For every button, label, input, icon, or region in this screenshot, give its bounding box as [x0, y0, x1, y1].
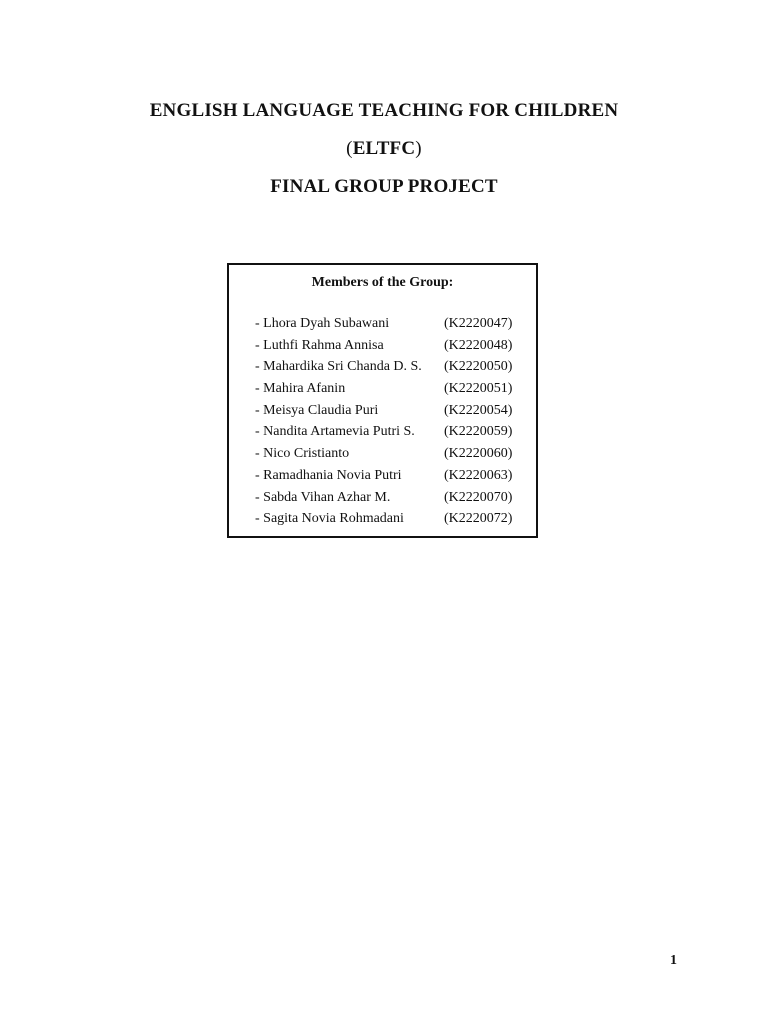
member-row	[255, 511, 517, 533]
member-id: (K2220051)	[444, 381, 513, 397]
member-name: - Luthfi Rahma Annisa	[255, 337, 384, 353]
member-row	[255, 468, 517, 490]
member-row	[255, 359, 517, 381]
member-id: (K2220063)	[444, 467, 513, 483]
member-id: (K2220047)	[444, 316, 513, 331]
member-row	[255, 338, 517, 360]
member-id: (K2220060)	[444, 446, 513, 462]
member-name: - Nico Cristianto	[255, 446, 350, 462]
member-id: (K2220070)	[444, 489, 513, 505]
course-abbreviation	[0, 130, 768, 168]
member-row	[255, 381, 517, 403]
member-row	[255, 316, 517, 338]
member-name: - Mahira Afanin	[255, 381, 346, 397]
member-name: - Nandita Artamevia Putri S.	[255, 424, 415, 440]
open-paren: (	[346, 138, 353, 159]
member-row	[255, 446, 517, 468]
page-number: 1	[670, 953, 677, 968]
member-row	[255, 490, 517, 512]
document-title	[0, 92, 768, 206]
member-id: (K2220050)	[444, 359, 513, 375]
project-title: FINAL GROUP PROJECT	[270, 176, 498, 197]
members-box	[227, 263, 538, 538]
member-name: - Meisya Claudia Puri	[255, 402, 379, 418]
member-name: - Lhora Dyah Subawani	[255, 316, 390, 331]
member-row	[255, 403, 517, 425]
member-name: - Ramadhania Novia Putri	[255, 467, 402, 483]
member-id: (K2220048)	[444, 337, 513, 353]
member-name: - Mahardika Sri Chanda D. S.	[255, 359, 422, 375]
member-id: (K2220059)	[444, 424, 513, 440]
member-name: - Sabda Vihan Azhar M.	[255, 489, 391, 505]
member-row	[255, 424, 517, 446]
member-name: - Sagita Novia Rohmadani	[255, 511, 404, 527]
members-list	[255, 316, 517, 533]
close-paren: )	[415, 138, 422, 159]
member-id: (K2220072)	[444, 511, 513, 527]
member-id: (K2220054)	[444, 402, 513, 418]
members-heading: Members of the Group:	[311, 275, 454, 290]
course-title: ENGLISH LANGUAGE TEACHING FOR CHILDREN	[149, 100, 619, 121]
course-abbreviation-text: ELTFC	[352, 138, 416, 159]
